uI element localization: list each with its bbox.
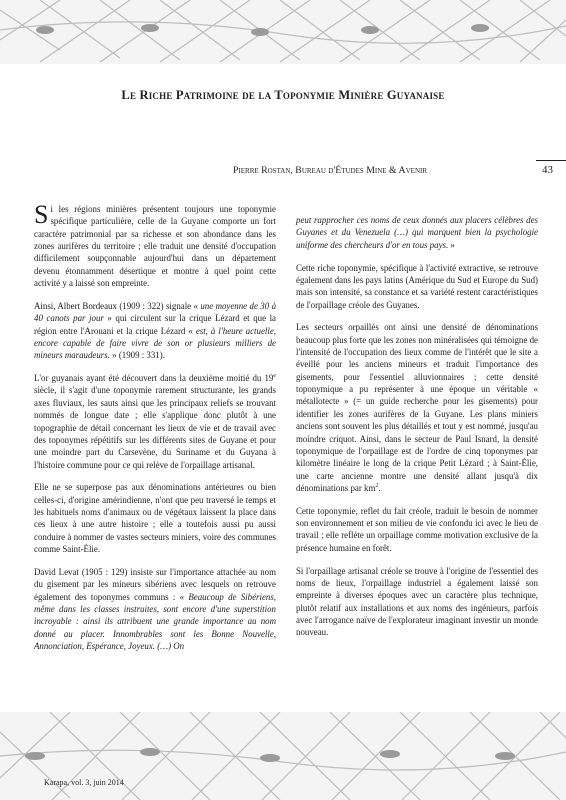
paragraph bbox=[34, 481, 276, 555]
top-wicker-pattern bbox=[0, 0, 566, 64]
paragraph-text: Elle ne se superpose pas aux dénominations antérieures ou bien celles-ci, d'origine amérindienne, n'ont que peu traversé le temps et les habituels noms d'animaux ou de végétaux laissent la place dans ces lieux à une autre histoire ; elle a toutefois aussi pu aussi conduire à nommer de vastes secteurs miniers, voire des communes comme Saint-Élie. bbox=[34, 482, 276, 555]
article-title: Le Riche Patrimoine de la Toponymie Minière Guyanaise bbox=[121, 88, 445, 102]
text-run: » (1909 : 331). bbox=[109, 350, 165, 361]
top-decorative-band bbox=[0, 0, 566, 64]
paragraph bbox=[296, 505, 538, 554]
paragraph-text: Si l'orpaillage artisanal créole se trouve à l'origine de l'essentiel des noms de lieux, l'orpaillage industriel a également laissé son empreinte à diverses époques avec un caractère plus technique, plutôt relatif aux installations et aux noms des ingénieurs, parfois avec l'arrogance naïve de l'explorateur imaginant investir un monde nouveau. bbox=[296, 565, 538, 638]
paragraph bbox=[34, 566, 276, 652]
paragraph-text: Cette toponymie, reflet du fait créole, traduit le besoin de nommer son environnement et son milieu de vie confondu ici avec le lieu de travail ; elle reflète un orpaillage comme motivation exclusive de la présence humaine en forêt. bbox=[296, 505, 538, 553]
text-run: siècle, il s'agit d'une toponymie rarement structurante, les grands axes fluviaux, les sauts ainsi que les principaux reliefs se trouvant nommés de longue date ; elle s'applique donc plutôt à une topographie de détail concernant les lieux de vie et de travail avec des toponymes répétitifs sur les différents sites de Guyane et pour une moindre part du Carsevène, du Suriname et du Guyana à l'histoire commune pour ce qui relève de l'orpaillage artisanal. bbox=[34, 385, 276, 470]
quote-italic: est, à l'heure actuelle, encore capable de faire vivre de son or plusieurs milliers de mineurs maraudeurs. bbox=[34, 325, 276, 361]
paragraph bbox=[34, 372, 276, 471]
paragraph bbox=[34, 200, 276, 289]
right-column bbox=[296, 214, 538, 649]
paragraph bbox=[296, 565, 538, 639]
page-number: 43 bbox=[542, 164, 553, 176]
superscript: e bbox=[273, 373, 276, 380]
quote-italic: une moyenne de 30 à 40 canots par jour bbox=[34, 300, 277, 324]
text-run: Les secteurs orpaillés ont ainsi une densité de dénominations beaucoup plus forte que les zones non minéralisées qui témoigne de l'intensité de l'occupation des lieux comme de l'intérêt que le site a éveillé pour les anciens mineurs et traduit l'importance des gisements, pour l'essentiel alluvionnaires ; cette densité toponymique a pu représenter à une époque un véritable « métallotecte » (= un guide recherche pour les gisements) pour identifier les zones aurifères de la Guyane. Les plans miniers anciens sont souvent les plus détaillés et tout y est nommé, jusqu'au moindre criquot. Ainsi, dans le secteur de Paul Isnard, la densité toponymique de l'orpaillage est de l'ordre de cinq toponymes par kilomètre linéaire le long de la crique Petit Lézard ; à Saint-Élie, une carte ancienne montre une densité allant jusqu'à dix dénominations par km bbox=[296, 322, 538, 493]
text-run: » qui circulent sur la crique Lézard et que la région entre l'Arouani et la crique Lézard « bbox=[34, 313, 276, 336]
text-run: . bbox=[378, 482, 381, 493]
paragraph-text: i les régions minières présentent toujours une toponymie spécifique particulière, celle de la Guyane comporte un fort caractère patrimonial par sa richesse et son abondance dans les zones aurifères du territoire ; elle traduit une densité d'occupation difficilement soupçonnable aujourd'hui dans un département devenu étonnamment désertique et montre à quel point cette activité y a laissé son empreinte. bbox=[34, 204, 276, 289]
quote-italic: peut rapprocher ces noms de ceux donnés aux placers célèbres des Guyanes et du Venezuela (…) qui marquent bien la psychologie uniforme des chercheurs d'or en tous pays. bbox=[296, 215, 538, 250]
paragraph bbox=[296, 214, 538, 251]
left-column bbox=[34, 200, 277, 663]
author-line: Pierre Rostan, Bureau d'Études Mine & Avenir bbox=[232, 165, 428, 176]
journal-footer: Karapa, vol. 3, juin 2014 bbox=[44, 778, 124, 787]
paragraph bbox=[34, 300, 276, 362]
header-rule bbox=[536, 160, 566, 161]
quote-italic: Beaucoup de Sibériens, même dans les classes instruites, sont encore d'une superstition incroyable : ainsi ils attribuent une grande importance au nom donné au placer. Innombrables sont les Bonne Nouvelle, Annonciation, Espérance, Joyeux. (…) On bbox=[34, 591, 276, 651]
text-run: » bbox=[448, 239, 455, 250]
superscript: 2 bbox=[375, 482, 379, 489]
text-run: L'or guyanais ayant été découvert dans la deuxième moitié du 19 bbox=[34, 373, 274, 384]
paragraph-text: Cette riche toponymie, spécifique à l'activité extractive, se retrouve également dans les pays latins (Amérique du Sud et Europe du Sud) mais son intensité, sa constance et sa variété restent caractéristiques de l'orpaillage créole des Guyanes. bbox=[296, 262, 538, 310]
text-run: Ainsi, Albert Bordeaux (1909 : 322) signale « bbox=[34, 300, 201, 311]
text-run: David Levat (1905 : 129) insiste sur l'importance attachée au nom du gisement par les mineurs sibériens avec lesquels on retrouve également des toponymes communs : « bbox=[34, 566, 276, 602]
paragraph bbox=[296, 321, 538, 494]
drop-cap: S bbox=[34, 200, 49, 229]
paragraph bbox=[296, 262, 538, 311]
